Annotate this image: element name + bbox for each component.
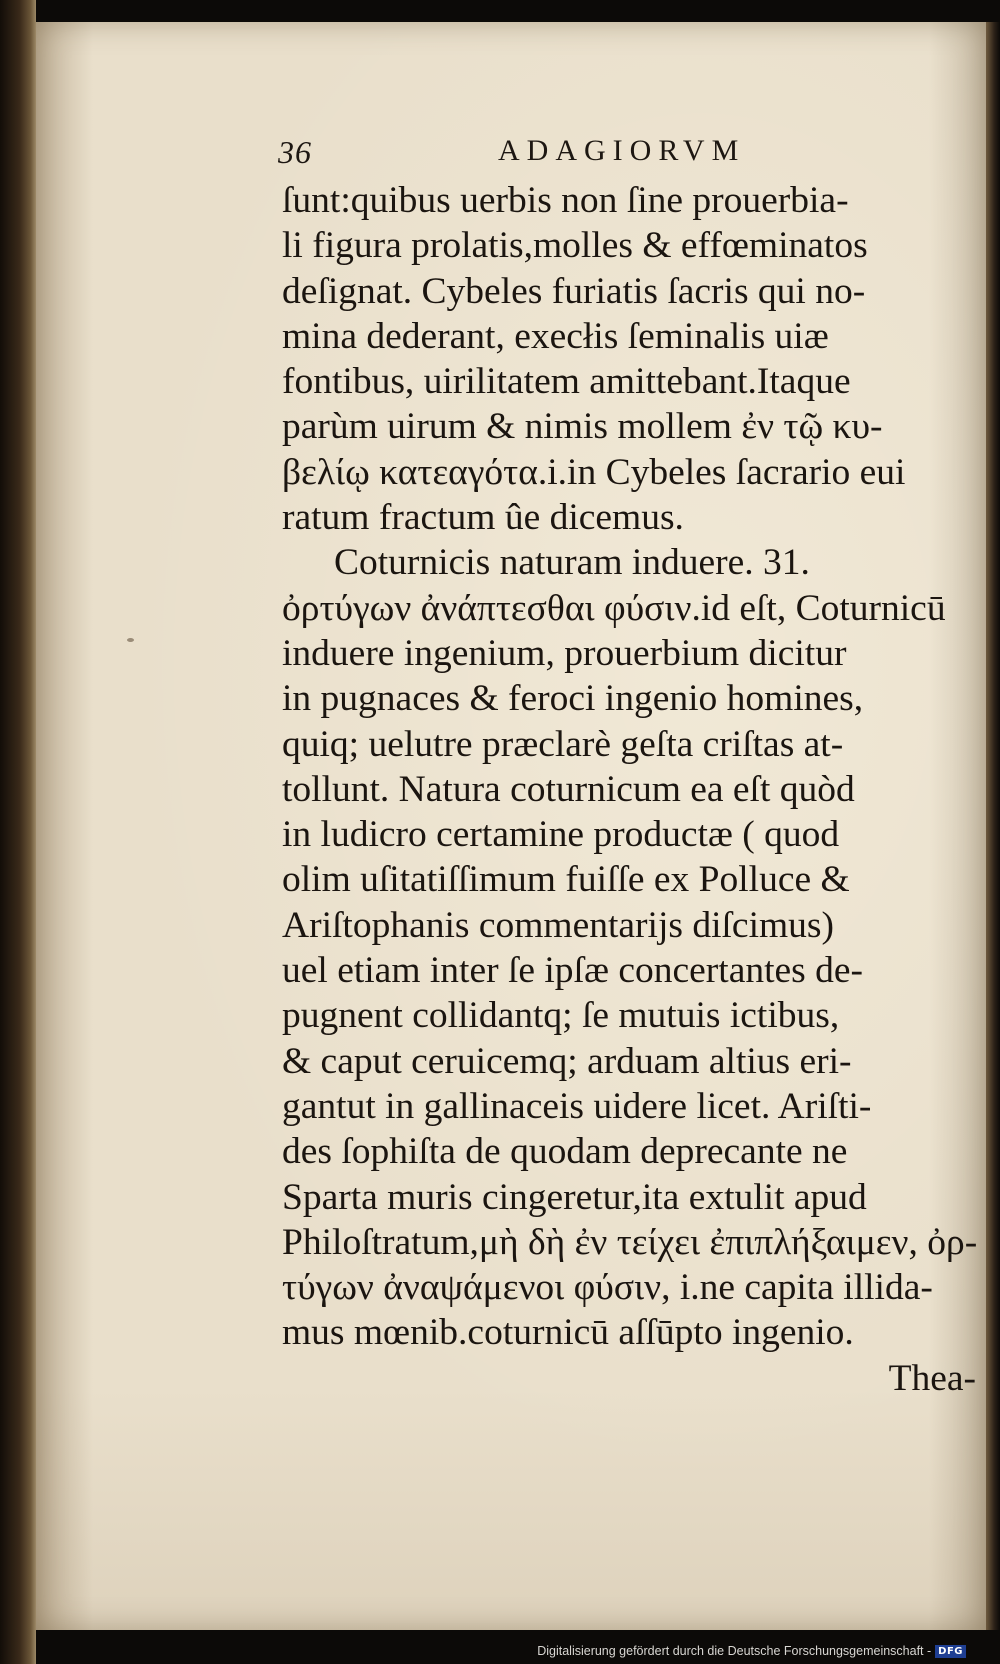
text-line: des ſophiſta de quodam deprecante ne xyxy=(282,1131,848,1173)
text-line: Coturnicis naturam induere. 31. xyxy=(334,542,810,584)
text-line: deſignat. Cybeles furiatis ſacris qui no- xyxy=(282,270,866,312)
text-line: in pugnaces & feroci ingenio homines, xyxy=(282,678,864,720)
text-line: fontibus, uirilitatem amittebant.Itaque xyxy=(282,361,851,403)
running-head xyxy=(278,134,788,174)
text-line: olim uſitatiſſimum fuiſſe ex Polluce & xyxy=(282,859,850,901)
ink-blot xyxy=(127,638,134,642)
text-line: in ludicro certamine productæ ( quod xyxy=(282,814,840,856)
text-line: τύγων ἀναψάμενοι φύσιν, i.ne capita illida- xyxy=(282,1267,933,1309)
main-text xyxy=(282,178,982,1401)
dfg-logo-icon: DFG xyxy=(935,1645,966,1658)
text-line: ὀρτύγων ἀνάπτεσθαι φύσιν.id eſt, Coturnicū xyxy=(282,587,946,629)
footer-text: Digitalisierung gefördert durch die Deutsche Forschungsgemeinschaft - xyxy=(537,1644,932,1658)
text-line: pugnent collidantq; ſe mutuis ictibus, xyxy=(282,995,840,1037)
text-line: ſunt:quibus uerbis non ſine prouerbia- xyxy=(282,180,849,221)
text-line: & caput ceruicemq; arduam altius eri- xyxy=(282,1040,852,1082)
page-edge xyxy=(986,22,1000,1630)
text-line: βελίῳ κατεαγότα.i.in Cybeles ſacrario eui xyxy=(282,451,906,493)
text-line: Philoſtratum,μὴ δὴ ἐν τείχει ἐπιπλήξαιμεν, ὀρ- xyxy=(282,1221,978,1263)
text-line: li figura prolatis,molles & effœminatos xyxy=(282,225,868,267)
text-line: quiq; uelutre præclarè geſta criſtas at- xyxy=(282,723,844,765)
text-line: induere ingenium, prouerbium dicitur xyxy=(282,632,847,674)
text-line: ratum fractum ûe dicemus. xyxy=(282,497,684,539)
text-line: Ariſtophanis commentarijs diſcimus) xyxy=(282,904,834,946)
text-line: parùm uirum & nimis mollem ἐν τῷ κυ- xyxy=(282,406,883,448)
footer-credit xyxy=(537,1644,966,1658)
text-line: mina dederant, execłis ſeminalis uiæ xyxy=(282,315,829,357)
text-line: Thea- xyxy=(888,1357,976,1399)
page-number: 36 xyxy=(278,134,312,170)
text-line: uel etiam inter ſe ipſæ concertantes de- xyxy=(282,950,864,992)
text-line: Sparta muris cingeretur,ita extulit apud xyxy=(282,1176,867,1218)
text-line: gantut in gallinaceis uidere licet. Ariſti- xyxy=(282,1085,872,1127)
book-spine xyxy=(0,0,36,1664)
text-line: tollunt. Natura coturnicum ea eſt quòd xyxy=(282,768,855,810)
running-title: ADAGIORVM xyxy=(498,134,746,167)
text-line: mus mœnib.coturnicū aſſūpto ingenio. xyxy=(282,1312,854,1354)
